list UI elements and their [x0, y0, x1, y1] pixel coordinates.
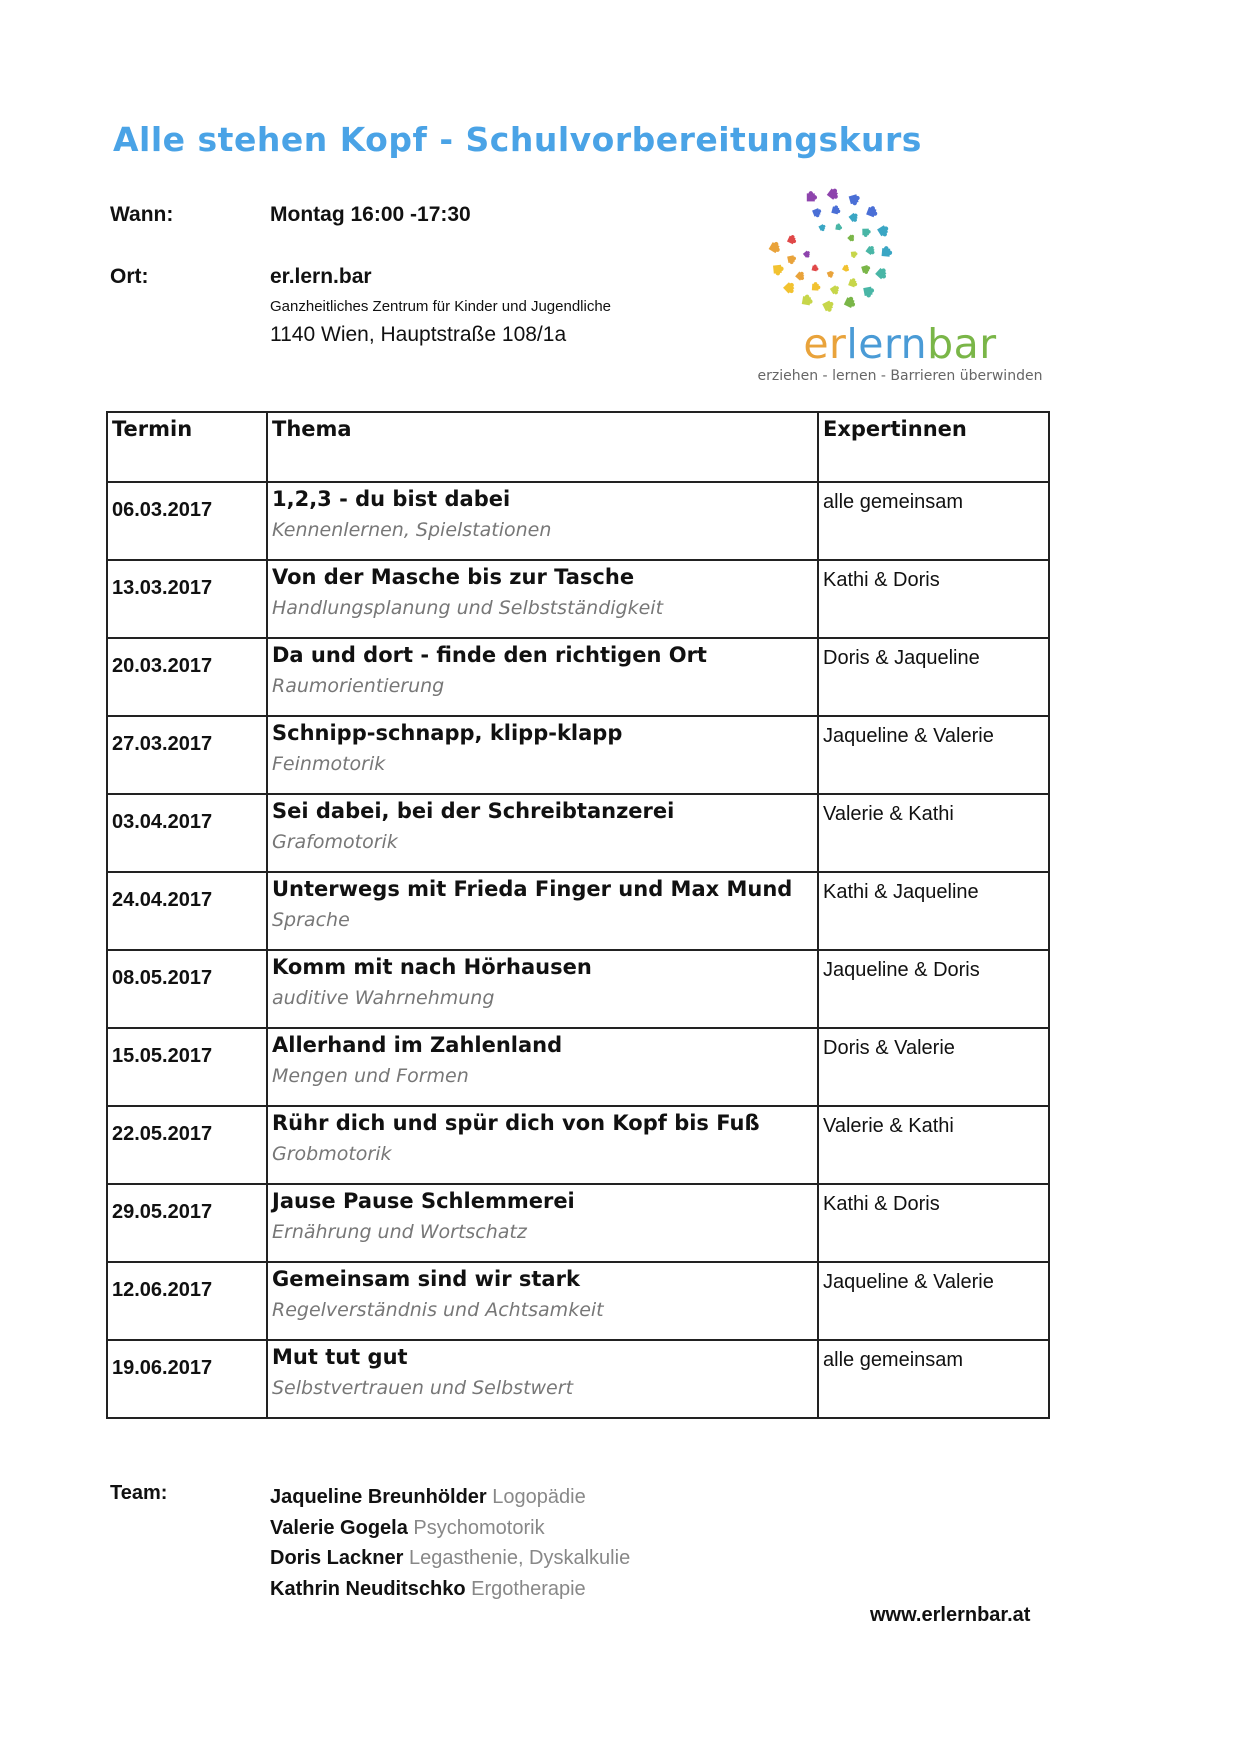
row-date: [107, 1340, 267, 1418]
team-member: [270, 1513, 630, 1544]
thema-title: Schnipp-schnapp, klipp-klapp: [272, 721, 623, 745]
puzzle-piece-icon: [861, 264, 871, 274]
date-text: 24.04.2017: [112, 889, 213, 911]
table-row: [107, 1340, 1049, 1418]
table-row: [107, 1106, 1049, 1184]
logo-wordmark: [735, 320, 1065, 368]
thema-title: Unterwegs mit Frieda Finger und Max Mund: [272, 877, 793, 901]
logo-word-bar: bar: [927, 320, 997, 368]
member-name: Doris Lackner: [270, 1547, 404, 1569]
team-list: [270, 1482, 630, 1604]
puzzle-piece-icon: [773, 265, 784, 276]
website-link[interactable]: www.erlernbar.at: [870, 1604, 1031, 1626]
puzzle-piece-icon: [875, 266, 889, 280]
header-thema: Thema: [267, 412, 818, 482]
row-experts: [818, 872, 1049, 950]
row-experts: [818, 638, 1049, 716]
puzzle-piece-icon: [831, 205, 841, 215]
puzzle-piece-icon: [802, 294, 814, 306]
thema-subtitle: Grobmotorik: [272, 1143, 392, 1165]
puzzle-piece-icon: [827, 270, 835, 278]
thema-title: Sei dabei, bei der Schreibtanzerei: [272, 799, 675, 823]
row-thema: [267, 560, 818, 638]
puzzle-piece-icon: [812, 282, 821, 291]
row-thema: [267, 1262, 818, 1340]
row-experts: [818, 950, 1049, 1028]
puzzle-piece-icon: [787, 255, 797, 265]
experts-text: Valerie & Kathi: [823, 803, 954, 825]
page-title: Alle stehen Kopf - Schulvorbereitungskurs: [113, 120, 922, 159]
row-experts: [818, 1340, 1049, 1418]
puzzle-piece-icon: [851, 251, 858, 258]
thema-subtitle: Grafomotorik: [272, 831, 398, 853]
puzzle-piece-icon: [812, 264, 820, 272]
ort-subtitle: Ganzheitliches Zentrum für Kinder und Jugendliche: [270, 298, 612, 315]
table-row: [107, 638, 1049, 716]
team-member: [270, 1543, 630, 1574]
date-text: 27.03.2017: [112, 733, 213, 755]
thema-subtitle: Regelverständnis und Achtsamkeit: [272, 1299, 604, 1321]
member-role: Legasthenie, Dyskalkulie: [408, 1547, 631, 1569]
thema-title: 1,2,3 - du bist dabei: [272, 487, 511, 511]
row-thema: [267, 950, 818, 1028]
row-date: [107, 1028, 267, 1106]
member-name: Kathrin Neuditschko: [270, 1577, 466, 1600]
row-thema: [267, 872, 818, 950]
puzzle-piece-icon: [795, 270, 807, 282]
member-name: Valerie Gogela: [270, 1516, 408, 1539]
puzzle-ring-icon: [735, 180, 1075, 320]
row-thema: [267, 1340, 818, 1418]
experts-text: Jaqueline & Valerie: [823, 725, 994, 747]
experts-text: Jaqueline & Doris: [823, 959, 980, 981]
row-thema: [267, 716, 818, 794]
member-role: Logopädie: [492, 1486, 586, 1508]
row-thema: [267, 1028, 818, 1106]
row-date: [107, 638, 267, 716]
table-row: [107, 794, 1049, 872]
table-row: [107, 716, 1049, 794]
header-termin: Termin: [107, 412, 267, 482]
row-experts: [818, 794, 1049, 872]
row-date: [107, 560, 267, 638]
table-row: [107, 1262, 1049, 1340]
thema-subtitle: Kennenlernen, Spielstationen: [272, 519, 552, 541]
row-date: [107, 1106, 267, 1184]
thema-subtitle: Feinmotorik: [272, 753, 386, 775]
thema-subtitle: Ernährung und Wortschatz: [272, 1221, 527, 1243]
wann-value: Montag 16:00 -17:30: [270, 203, 471, 226]
date-text: 13.03.2017: [112, 577, 213, 599]
puzzle-piece-icon: [844, 295, 858, 309]
row-date: [107, 716, 267, 794]
experts-text: Kathi & Jaqueline: [823, 881, 979, 903]
table-header-row: [107, 412, 1049, 482]
team-member: [270, 1574, 630, 1605]
table-row: [107, 560, 1049, 638]
puzzle-piece-icon: [865, 244, 877, 256]
thema-subtitle: auditive Wahrnehmung: [272, 987, 495, 1009]
thema-title: Jause Pause Schlemmerei: [272, 1189, 575, 1213]
date-text: 20.03.2017: [112, 655, 213, 677]
row-date: [107, 1184, 267, 1262]
ort-name: er.lern.bar: [270, 265, 372, 288]
date-text: 15.05.2017: [112, 1045, 213, 1067]
date-text: 19.06.2017: [112, 1357, 213, 1379]
thema-subtitle: Selbstvertrauen und Selbstwert: [272, 1377, 574, 1399]
team-member: [270, 1482, 630, 1513]
table-row: [107, 1028, 1049, 1106]
table-row: [107, 950, 1049, 1028]
erlernbar-logo: [735, 180, 1075, 390]
date-text: 29.05.2017: [112, 1201, 213, 1223]
row-date: [107, 1262, 267, 1340]
puzzle-piece-icon: [783, 281, 797, 295]
puzzle-piece-icon: [882, 246, 893, 257]
puzzle-piece-icon: [830, 284, 842, 296]
puzzle-piece-icon: [863, 286, 875, 298]
row-date: [107, 482, 267, 560]
puzzle-piece-icon: [822, 300, 836, 314]
row-thema: [267, 794, 818, 872]
row-thema: [267, 1106, 818, 1184]
logo-tagline: erziehen - lernen - Barrieren überwinden: [757, 368, 1043, 384]
experts-text: Jaqueline & Valerie: [823, 1271, 994, 1293]
thema-title: Gemeinsam sind wir stark: [272, 1267, 580, 1291]
logo-word-er: er: [803, 320, 847, 368]
thema-title: Da und dort - finde den richtigen Ort: [272, 643, 707, 667]
row-experts: [818, 716, 1049, 794]
row-experts: [818, 1262, 1049, 1340]
date-text: 03.04.2017: [112, 811, 213, 833]
row-experts: [818, 1028, 1049, 1106]
thema-title: Allerhand im Zahlenland: [272, 1033, 563, 1057]
date-text: 06.03.2017: [112, 499, 213, 521]
logo-word-lern: lern: [846, 320, 928, 368]
row-thema: [267, 638, 818, 716]
row-date: [107, 794, 267, 872]
row-experts: [818, 482, 1049, 560]
thema-title: Mut tut gut: [272, 1345, 408, 1369]
puzzle-piece-icon: [818, 223, 827, 232]
thema-title: Komm mit nach Hörhausen: [272, 955, 592, 979]
experts-text: Doris & Valerie: [823, 1037, 955, 1059]
row-thema: [267, 482, 818, 560]
wann-label: Wann:: [110, 203, 174, 226]
table-row: [107, 1184, 1049, 1262]
member-name: Jaqueline Breunhölder: [270, 1486, 487, 1508]
thema-subtitle: Sprache: [272, 909, 350, 931]
row-experts: [818, 1106, 1049, 1184]
date-text: 12.06.2017: [112, 1279, 213, 1301]
thema-title: Rühr dich und spür dich von Kopf bis Fuß: [272, 1111, 760, 1135]
puzzle-piece-icon: [803, 250, 812, 259]
puzzle-piece-icon: [866, 205, 879, 218]
puzzle-piece-icon: [807, 191, 817, 201]
thema-subtitle: Handlungsplanung und Selbstständigkeit: [272, 597, 664, 619]
puzzle-piece-icon: [835, 223, 842, 230]
experts-text: alle gemeinsam: [823, 1349, 964, 1371]
puzzle-piece-icon: [849, 194, 862, 207]
row-thema: [267, 1184, 818, 1262]
date-text: 08.05.2017: [112, 967, 213, 989]
experts-text: alle gemeinsam: [823, 491, 964, 513]
thema-title: Von der Masche bis zur Tasche: [272, 565, 635, 589]
puzzle-piece-icon: [842, 264, 851, 273]
member-role: Psychomotorik: [413, 1516, 545, 1539]
row-date: [107, 950, 267, 1028]
puzzle-piece-icon: [769, 240, 783, 254]
row-experts: [818, 560, 1049, 638]
schedule-table: [106, 411, 1050, 1419]
table-row: [107, 872, 1049, 950]
date-text: 22.05.2017: [112, 1123, 213, 1145]
table-row: [107, 482, 1049, 560]
experts-text: Kathi & Doris: [823, 1193, 940, 1215]
thema-subtitle: Raumorientierung: [272, 675, 445, 697]
ort-address: 1140 Wien, Hauptstraße 108/1a: [270, 323, 567, 346]
puzzle-piece-icon: [849, 212, 861, 224]
puzzle-piece-icon: [812, 207, 823, 218]
puzzle-piece-icon: [847, 233, 856, 242]
member-role: Ergotherapie: [471, 1577, 586, 1600]
experts-text: Kathi & Doris: [823, 569, 940, 591]
puzzle-piece-icon: [862, 229, 870, 237]
experts-text: Valerie & Kathi: [823, 1115, 954, 1137]
puzzle-piece-icon: [787, 234, 798, 245]
puzzle-piece-icon: [827, 187, 841, 201]
puzzle-piece-icon: [848, 277, 859, 288]
team-label: Team:: [110, 1482, 168, 1504]
row-experts: [818, 1184, 1049, 1262]
puzzle-piece-icon: [877, 224, 891, 238]
row-date: [107, 872, 267, 950]
experts-text: Doris & Jaqueline: [823, 647, 980, 669]
header-expertinnen: Expertinnen: [818, 412, 1049, 482]
thema-subtitle: Mengen und Formen: [272, 1065, 469, 1087]
ort-label: Ort:: [110, 265, 149, 288]
